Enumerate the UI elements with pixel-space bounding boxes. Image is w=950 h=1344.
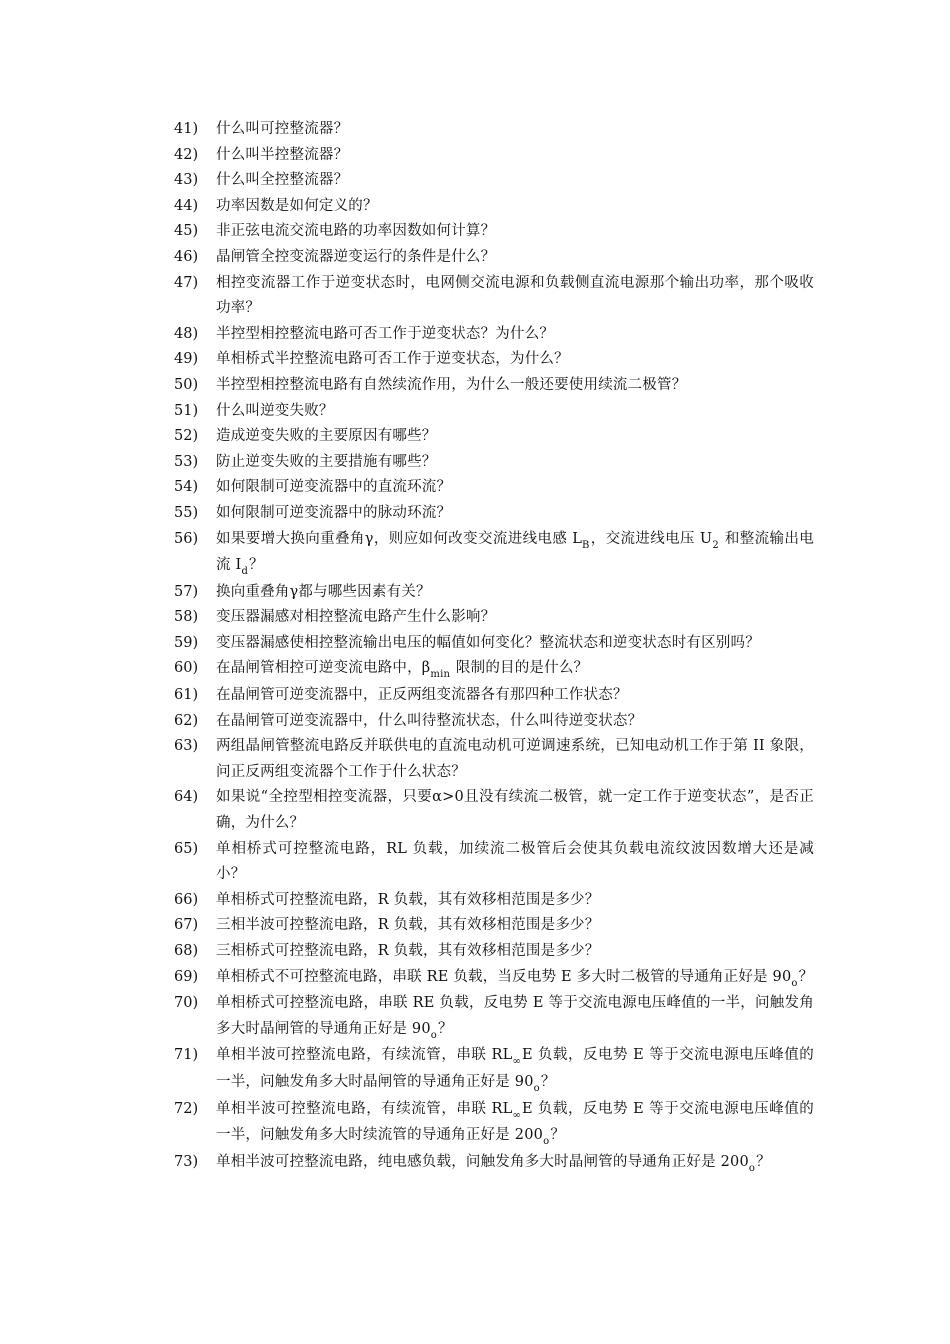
question-item (174, 1043, 814, 1096)
text-segment: 和整流输出电流 I (216, 530, 814, 574)
question-item (174, 322, 814, 348)
question-text (216, 837, 814, 888)
question-number: 55) (174, 504, 199, 521)
question-number: 70) (174, 995, 199, 1012)
question-item (174, 475, 814, 501)
question-number: 57) (174, 583, 199, 600)
text-segment: 相控变流器工作于逆变状态时，电网侧交流电源和负载侧直流电源那个输出功率，那个吸收功率？ (216, 274, 814, 317)
question-item (174, 347, 814, 373)
question-item (174, 501, 814, 527)
question-number: 54) (174, 479, 199, 496)
subscript: d (241, 566, 249, 578)
question-item (174, 194, 814, 220)
question-item (174, 734, 814, 785)
question-item (174, 605, 814, 631)
question-text (216, 734, 814, 785)
question-item (174, 527, 814, 580)
question-item (174, 245, 814, 271)
question-number: 50) (174, 376, 199, 393)
question-text (216, 913, 814, 939)
question-item (174, 580, 814, 606)
question-number: 43) (174, 172, 199, 189)
text-segment: 三相桥式可控整流电路，R 负载，其有效移相范围是多少？ (216, 943, 600, 959)
question-number: 69) (174, 968, 199, 985)
text-segment: 单相半波可控整流电路，有续流管，串联 RL (216, 1047, 513, 1064)
text-segment: 单相桥式不可控整流电路，串联 RE 负载，当反电势 E 多大时二极管的导通角正好是 90 (216, 968, 792, 985)
subscript: o (533, 1082, 540, 1094)
question-item (174, 656, 814, 683)
text-segment: 单相桥式可控整流电路，串联 RE 负载，反电势 E 等于交流电源电压峰值的一半，问触发角多大时晶闸管的导通角正好是 90 (216, 995, 814, 1037)
text-segment: 单相桥式半控整流电路可否工作于逆变状态，为什么？ (216, 351, 569, 368)
question-item (174, 709, 814, 735)
question-number: 73) (174, 1153, 199, 1170)
question-number: 47) (174, 274, 199, 291)
question-list (174, 117, 814, 1176)
question-item (174, 219, 814, 245)
question-number: 60) (174, 660, 199, 677)
question-item (174, 965, 814, 992)
question-number: 63) (174, 738, 199, 755)
text-segment: E 负载，反电势 E 等于交流电源电压峰值的一半，问触发角多大时续流管的导通角正好是 200 (216, 1100, 814, 1144)
text-segment: 两组晶闸管整流电路反并联供电的直流电动机可逆调速系统，已知电动机工作于第 II 象限，问正反两组变流器个工作于什么状态？ (216, 738, 814, 780)
question-text (216, 373, 814, 399)
question-number: 66) (174, 891, 199, 908)
question-item (174, 1150, 814, 1177)
text-segment: 什么叫可控整流器？ (216, 121, 349, 137)
question-text (216, 709, 814, 735)
subscript: ∞ (512, 1056, 521, 1068)
question-text (216, 991, 814, 1043)
text-segment: ，交流进线电压 U (590, 530, 713, 547)
question-text (216, 1150, 814, 1177)
text-segment: 变压器漏感对相控整流电路产生什么影响？ (216, 609, 496, 626)
question-text (216, 245, 814, 271)
question-text (216, 168, 814, 194)
text-segment: ？ (438, 1020, 453, 1037)
question-text (216, 965, 814, 992)
text-segment: 如果要增大换向重叠角γ，则应如何改变交流进线电感 L (216, 530, 583, 547)
question-number: 51) (174, 402, 199, 419)
question-number: 53) (174, 453, 199, 470)
question-number: 67) (174, 917, 199, 934)
question-text (216, 1043, 814, 1096)
question-item (174, 785, 814, 836)
question-item (174, 450, 814, 476)
question-text (216, 785, 814, 836)
question-text (216, 194, 814, 220)
text-segment: ？ (550, 1127, 566, 1144)
question-item (174, 373, 814, 399)
text-segment: 单相半波可控整流电路，纯电感负载，问触发角多大时晶闸管的导通角正好是 200 (216, 1153, 749, 1170)
subscript: ∞ (512, 1109, 521, 1121)
question-text (216, 1097, 814, 1150)
text-segment: 晶闸管全控变流器逆变运行的条件是什么？ (216, 248, 496, 265)
question-item (174, 939, 814, 965)
question-item (174, 117, 814, 143)
question-number: 42) (174, 146, 199, 163)
question-text (216, 888, 814, 914)
question-number: 61) (174, 687, 199, 704)
text-segment: 半控型相控整流电路有自然续流作用，为什么一般还要使用续流二极管？ (216, 376, 687, 393)
question-number: 71) (174, 1047, 199, 1064)
text-segment: ？ (540, 1073, 556, 1090)
text-segment: 单相桥式可控整流电路，RL 负载，加续流二极管后会使其负载电流纹波因数增大还是减小？ (216, 840, 814, 883)
question-number: 45) (174, 223, 199, 240)
text-segment: E 负载，反电势 E 等于交流电源电压峰值的一半，问触发角多大时晶闸管的导通角正好是 90 (216, 1047, 814, 1090)
question-number: 64) (174, 789, 199, 806)
question-number: 65) (174, 840, 199, 857)
question-number: 41) (174, 121, 199, 137)
question-text (216, 271, 814, 322)
subscript: o (791, 977, 798, 989)
question-text (216, 117, 814, 143)
text-segment: 什么叫逆变失败？ (216, 402, 334, 419)
question-item (174, 424, 814, 450)
question-text (216, 347, 814, 373)
text-segment: 如何限制可逆变流器中的直流环流？ (216, 479, 452, 496)
text-segment: 单相桥式可控整流电路，R 负载，其有效移相范围是多少？ (216, 891, 600, 908)
question-text (216, 424, 814, 450)
question-text (216, 631, 814, 657)
question-text (216, 939, 814, 965)
question-item (174, 837, 814, 888)
text-segment: 限制的目的是什么？ (451, 660, 589, 677)
question-item (174, 631, 814, 657)
text-segment: 造成逆变失败的主要原因有哪些？ (216, 428, 437, 445)
text-segment: 在晶闸管可逆变流器中，什么叫待整流状态，什么叫待逆变状态？ (216, 712, 643, 729)
question-item (174, 683, 814, 709)
question-number: 68) (174, 943, 199, 959)
question-text (216, 399, 814, 425)
question-number: 58) (174, 609, 199, 626)
question-text (216, 219, 814, 245)
text-segment: ？ (249, 557, 264, 574)
question-number: 49) (174, 351, 199, 368)
question-text (216, 450, 814, 476)
subscript: 2 (712, 539, 719, 551)
question-number: 62) (174, 712, 199, 729)
question-text (216, 580, 814, 606)
question-text (216, 322, 814, 348)
question-text (216, 501, 814, 527)
text-segment: 单相半波可控整流电路，有续流管，串联 RL (216, 1100, 513, 1117)
text-segment: 非正弦电流交流电路的功率因数如何计算？ (216, 223, 496, 240)
text-segment: 如果说“全控型相控变流器，只要α>0且没有续流二极管，就一定工作于逆变状态”，是否正确，为什么？ (216, 789, 814, 832)
subscript: min (430, 669, 451, 681)
question-number: 52) (174, 428, 199, 445)
question-number: 59) (174, 634, 199, 651)
text-segment: 换向重叠角γ都与哪些因素有关？ (216, 583, 431, 600)
text-segment: 什么叫全控整流器？ (216, 172, 349, 189)
text-segment: 防止逆变失败的主要措施有哪些？ (216, 453, 437, 470)
question-number: 46) (174, 248, 199, 265)
question-text (216, 143, 814, 169)
text-segment: ？ (756, 1153, 771, 1170)
text-segment: 三相半波可控整流电路，R 负载，其有效移相范围是多少？ (216, 917, 600, 934)
subscript: o (748, 1162, 756, 1174)
text-segment: 半控型相控整流电路可否工作于逆变状态？为什么？ (216, 325, 555, 342)
text-segment: 在晶闸管相控可逆变流电路中，β (216, 660, 431, 677)
subscript: o (430, 1029, 437, 1041)
text-segment: ？ (798, 968, 814, 985)
text-segment: 如何限制可逆变流器中的脉动环流？ (216, 504, 452, 521)
text-segment: 在晶闸管可逆变流器中，正反两组变流器各有那四种工作状态？ (216, 687, 628, 704)
text-segment: 功率因数是如何定义的？ (216, 197, 378, 214)
question-item (174, 991, 814, 1043)
subscript: B (582, 539, 590, 551)
question-item (174, 271, 814, 322)
question-item (174, 888, 814, 914)
question-number: 72) (174, 1100, 199, 1117)
question-item (174, 1097, 814, 1150)
subscript: o (543, 1136, 550, 1148)
question-text (216, 475, 814, 501)
question-number: 56) (174, 530, 199, 547)
question-item (174, 143, 814, 169)
question-text (216, 527, 814, 580)
question-number: 44) (174, 197, 199, 214)
question-item (174, 168, 814, 194)
question-text (216, 656, 814, 683)
question-text (216, 605, 814, 631)
question-text (216, 683, 814, 709)
question-item (174, 399, 814, 425)
question-number: 48) (174, 325, 199, 342)
text-segment: 变压器漏感使相控整流输出电压的幅值如何变化？整流状态和逆变状态时有区别吗？ (216, 634, 760, 651)
question-item (174, 913, 814, 939)
text-segment: 什么叫半控整流器？ (216, 146, 349, 163)
